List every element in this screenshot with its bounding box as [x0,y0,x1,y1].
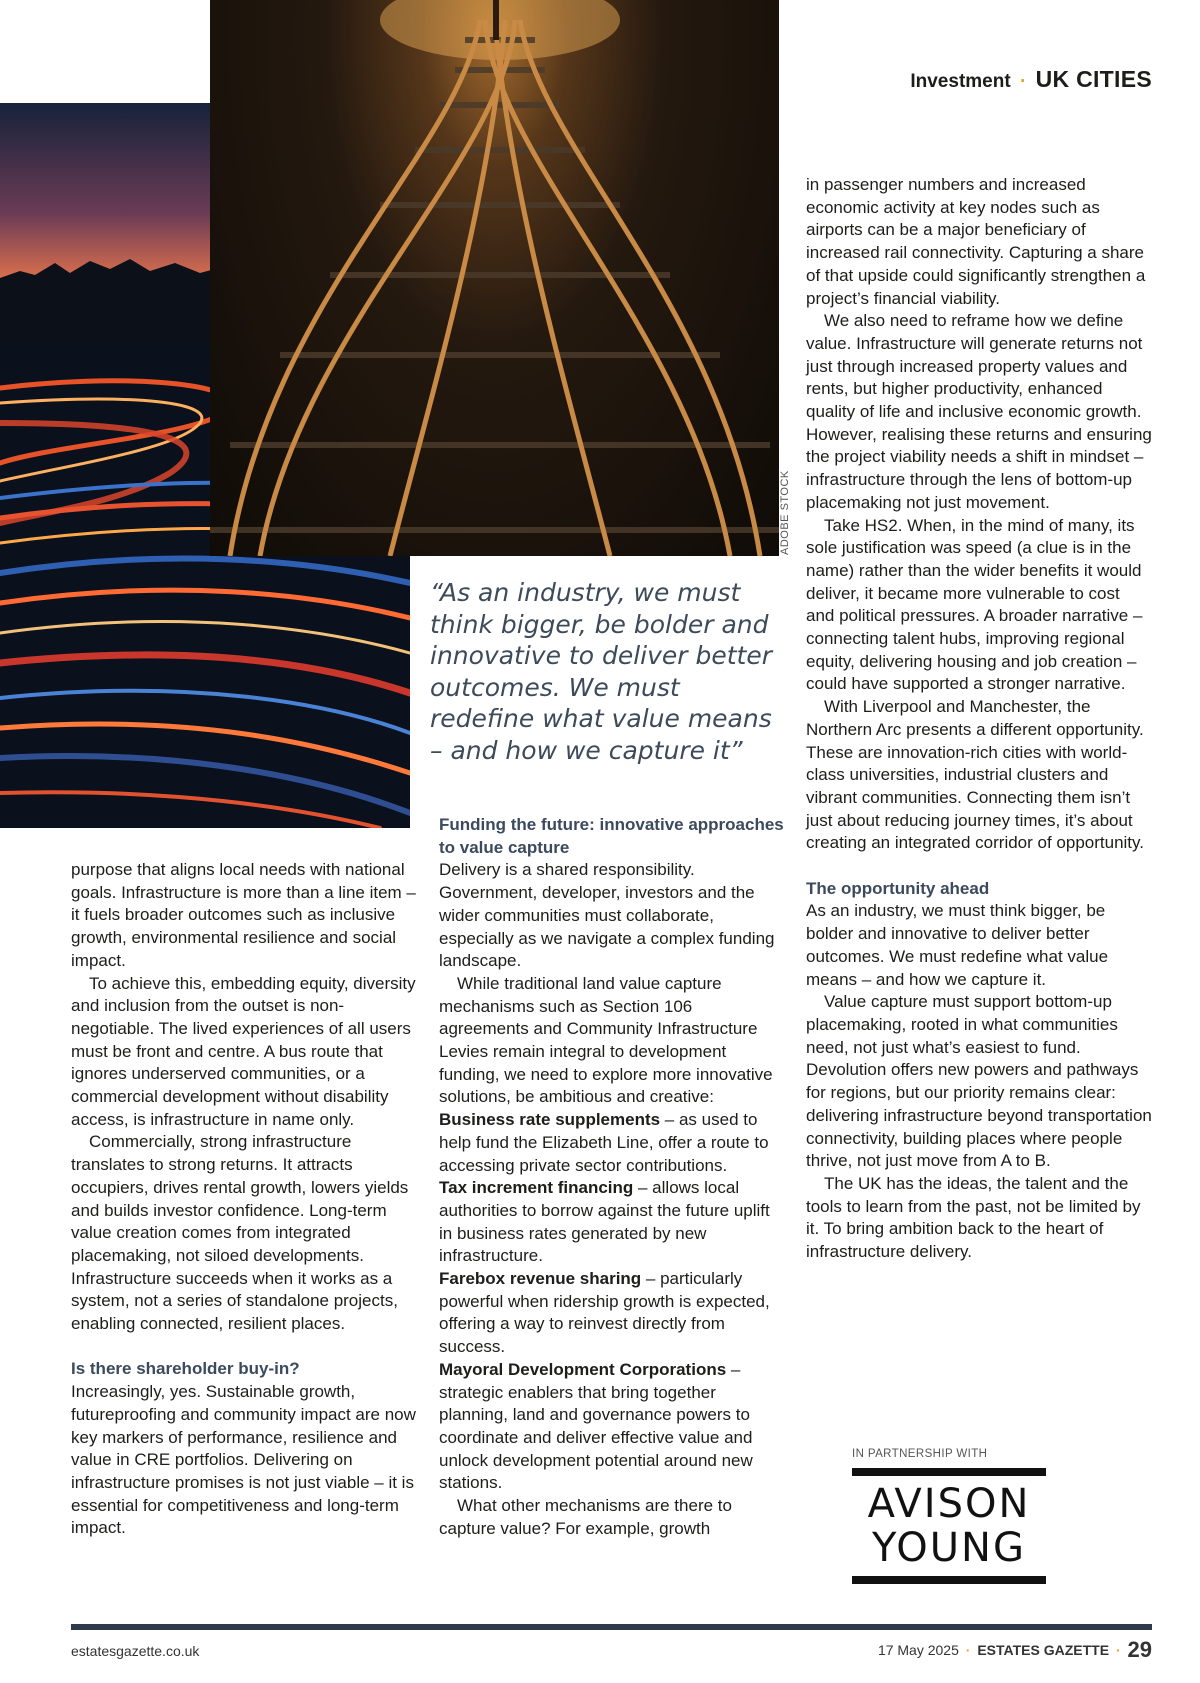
mechanism-description: – allows local authorities to borrow against the future uplift in business rates generated by new infrastructure. [439,1178,770,1266]
paragraph: The UK has the ideas, the talent and the tools to learn from the past, not be limited by it. To bring ambition back to the heart of infrastructure delivery. [806,1173,1141,1262]
funding-mechanism-item [439,1177,784,1268]
section-label: Investment [910,71,1011,92]
mechanism-description: – particularly powerful when ridership growth is expected, offering a way to reinvest directly from success. [439,1269,770,1357]
paragraph: We also need to reframe how we define value. Infrastructure will generate returns not just through increased property values and rents, but higher productivity, enhanced quality of life and inclusive economic growth. However, realising these returns and ensuring the project viability needs a shift in mindset – infrastructure through the lens of bottom-up placemaking not just movement. [806,311,1152,512]
footer-folio [878,1637,1152,1663]
paragraph: Commercially, strong infrastructure translates to strong returns. It attracts occupiers, drives rental growth, lowers yields and builds investor confidence. Long-term value creation comes from integrated placemaking, not siloed developments. Infrastructure succeeds when it works as a system, not a series of standalone projects, enabling connected, resilient places. [71,1132,409,1334]
paragraph: in passenger numbers and increased economic activity at key nodes such as airports can be a major beneficiary of increased rail connectivity. Capturing a share of that upside could significantly strengthen a project’s financial viability. [806,175,1146,308]
logo-bar-bottom [852,1576,1046,1584]
paragraph: What other mechanisms are there to capture value? For example, growth [439,1496,732,1538]
paragraph: To achieve this, embedding equity, diversity and inclusion from the outset is non-negotiable. The lived experiences of all users must be front and centre. A bus route that ignores underserved communities, or a commercial development without disability access, is infrastructure in name only. [71,973,416,1129]
partnership-label: IN PARTNERSHIP WITH [852,1448,988,1460]
paragraph: While traditional land value capture mechanisms such as Section 106 agreements and Community Infrastructure Levies remain integral to development funding, we need to explore more innovative solutions, be ambitious and creative: [439,973,773,1107]
mechanism-term: Tax increment financing [439,1178,634,1198]
railway-tracks-illustration [210,0,779,556]
railway-tracks-photo [210,0,779,556]
magazine-name: ESTATES GAZETTE [977,1642,1110,1658]
footer-separator: · [1115,1642,1121,1658]
mechanism-description: – strategic enablers that bring together planning, land and governance powers to coordinate and deliver effective value and unlock development potential around new stations. [439,1359,753,1493]
header-separator: · [1019,71,1027,92]
mechanism-term: Business rate supplements [439,1110,661,1130]
logo-bar-top [852,1468,1046,1476]
article-column-1 [71,859,416,1540]
mechanism-term: Farebox revenue sharing [439,1269,642,1289]
article-column-2 [439,814,784,1541]
running-header [910,66,1152,93]
paragraph: As an industry, we must think bigger, be bolder and innovative to deliver better outcomes. We must redefine what value means – and how we capture it. [806,901,1109,989]
paragraph: With Liverpool and Manchester, the Northern Arc presents a different opportunity. These are innovation-rich cities with world-class universities, industrial clusters and vibrant communities. Connecting them isn’t just about reducing journey times, it’s about creating an integrated corridor of opportunity. [806,697,1144,853]
avison-young-logo [852,1468,1046,1584]
paragraph: Value capture must support bottom-up placemaking, rooted in what communities need, not just what’s easiest to fund. Devolution offers new powers and pathways for regions, but our priority remains clear: delivering infrastructure beyond transportation connectivity, building places where people thrive, not just move from A to B. [806,992,1152,1171]
funding-mechanism-item [439,1109,784,1177]
page-number: 29 [1127,1637,1152,1662]
subheading: Funding the future: innovative approaches to value capture [439,815,784,857]
footer-rule [71,1624,1152,1630]
mechanism-term: Mayoral Development Corporations [439,1359,727,1379]
paragraph: purpose that aligns local needs with national goals. Infrastructure is more than a line item – it fuels broader outcomes such as inclusive growth, environmental resilience and social impact. [71,860,416,970]
logo-word-2: YOUNG [872,1525,1026,1571]
article-column-3 [806,174,1152,1264]
issue-date: 17 May 2025 [877,1642,959,1658]
topic-label: UK CITIES [1035,66,1152,92]
image-credit: ADOBE STOCK [779,470,791,555]
footer-separator: · [965,1642,971,1658]
funding-mechanism-item [439,1359,784,1495]
subheading: Is there shareholder buy-in? [71,1359,300,1379]
footer-website: estatesgazette.co.uk [71,1643,200,1659]
paragraph: Take HS2. When, in the mind of many, its sole justification was speed (a clue is in the name) rather than the wider benefits it would deliver, it became more vulnerable to cost and political pressures. A broader narrative – connecting talent hubs, improving regional equity, delivering housing and job creation – could have supported a stronger narrative. [806,515,1143,694]
funding-mechanism-item [439,1268,784,1359]
mechanism-description: – as used to help fund the Elizabeth Line, offer a route to accessing private sector contributions. [439,1110,769,1175]
pull-quote: “As an industry, we must think bigger, be bolder and innovative to deliver better outcomes. We must redefine what value means – and how we capture it” [430,578,773,765]
subheading: The opportunity ahead [806,878,990,898]
paragraph: Delivery is a shared responsibility. Government, developer, investors and the wider communities must collaborate, especially as we navigate a complex funding landscape. [439,860,775,971]
logo-word-1: AVISON [867,1481,1031,1527]
paragraph: Increasingly, yes. Sustainable growth, futureproofing and community impact are now key markers of performance, resilience and value in CRE portfolios. Delivering on infrastructure promises is not just viable – it is essential for competitiveness and long-term impact. [71,1382,416,1538]
